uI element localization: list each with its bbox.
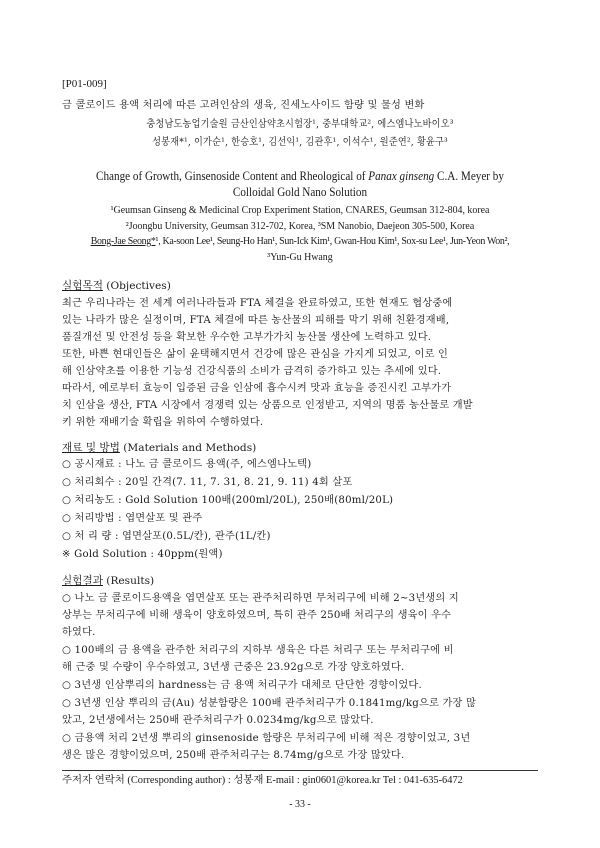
affiliation-english-line-2: ²Joongbu University, Geumsan 312-702, Korea, ³SM Nanobio, Daejeon 305-500, Korea: [125, 220, 475, 232]
footer-rule: [62, 770, 538, 771]
methods-item: ○ 공시재료 : 나노 금 콜로이드 용액(주, 에스엠나노텍): [62, 459, 312, 470]
objectives-line: 또한, 바쁜 현대인들은 삶이 윤택해지면서 건강에 많은 관심을 가지게 되었고, 이로 인: [62, 349, 449, 360]
co-authors: ¹, Ka-soon Lee¹, Seung-Ho Han¹, Sun-Ick Kim¹, Gwan-Hou Kim¹, Sox-su Lee¹, Jun-Yeon Won²,: [155, 235, 510, 247]
first-author: Bong-Jae Seong*: [90, 235, 156, 247]
abstract-code: [P01-009]: [62, 78, 107, 90]
methods-item: ○ 처리방법 : 엽면살포 및 관주: [62, 513, 203, 524]
objectives-line: 있는 나라가 많은 실정이며, FTA 체결에 따른 농산물의 피해를 막기 위해 친환경재배,: [62, 315, 450, 326]
objectives-line: 최근 우리나라는 전 세계 여러나라들과 FTA 체결을 완료하였고, 또한 현재도 협상중에: [62, 298, 453, 309]
objectives-line: 해 인삼약초를 이용한 기능성 건강식품의 소비가 급격히 증가하고 있는 추세에 있다.: [62, 366, 442, 377]
species-name: Panax ginseng: [368, 169, 435, 183]
results-heading-en: (Results): [102, 575, 155, 587]
title-korean: 금 콜로이드 용액 처리에 따른 고려인삼의 생육, 진세노사이드 함량 및 물성 변화: [62, 100, 425, 111]
authors-english-line-1: [30, 234, 570, 248]
results-line: 해 근중 및 수량이 우수하였고, 3년생 근중은 23.92g으로 가장 양호하였다.: [62, 662, 405, 673]
results-heading-kr: 실험결과: [62, 575, 103, 587]
objectives-heading: [62, 279, 171, 293]
objectives-line: 품질개선 및 안전성 등을 확보한 우수한 고부가가치 농산물 생산에 노력하고 있다.: [62, 332, 432, 343]
results-heading: [62, 574, 154, 588]
affiliation-korean: 충청남도농업기술원 금산인삼약초시험장¹, 중부대학교², 에스엠나노바이오³: [146, 119, 454, 130]
authors-english-line-2: ³Yun-Gu Hwang: [267, 251, 333, 263]
results-line: ○ 3년생 인삼 뿌리의 금(Au) 성분함량은 100배 관주처리구가 0.1841mg/kg으로 가장 많: [62, 698, 477, 709]
objectives-heading-kr: 실험목적: [62, 280, 103, 292]
methods-heading-kr: 재료 및 방법: [62, 442, 120, 454]
methods-heading: [62, 441, 256, 455]
methods-item: ○ 처 리 량 : 엽면살포(0.5L/칸), 관주(1L/칸): [62, 531, 271, 542]
page-number: - 33 -: [289, 798, 311, 810]
methods-note: ※ Gold Solution : 40ppm(원액): [62, 549, 223, 560]
results-line: 았고, 2년생에서는 250배 관주처리구가 0.0234mg/kg으로 많았다.: [62, 715, 374, 726]
methods-heading-en: (Materials and Methods): [119, 442, 257, 454]
objectives-line: 치 인삼을 생산, FTA 시장에서 경쟁력 있는 상품으로 인정받고, 지역의 명품 농산물로 개발: [62, 400, 473, 411]
affiliation-english-line-1: ¹Geumsan Ginseng & Medicinal Crop Experiment Station, CNARES, Geumsan 312-804, korea: [110, 204, 490, 216]
authors-korean: 성봉재*¹, 이가순¹, 한승호¹, 김선익¹, 김관후¹, 이석수¹, 원준연², 황윤구³: [152, 137, 448, 148]
objectives-heading-en: (Objectives): [102, 280, 171, 292]
corresponding-author: 주저자 연락처 (Corresponding author) : 성봉재 E-mail : gin0601@korea.kr Tel : 041-635-6472: [62, 775, 463, 786]
objectives-line: 키 위한 재배기술 확립을 위하여 수행하였다.: [62, 417, 264, 428]
results-line: ○ 나노 금 콜로이드용액을 엽면살포 또는 관주처리하면 무처리구에 비해 2∼3년생의 지: [62, 593, 459, 604]
title-english-line-1: Change of Growth, Ginsenoside Content and Rheological of Panax ginseng C.A. Meyer by: [96, 169, 504, 183]
results-line: ○ 3년생 인삼뿌리의 hardness는 금 용액 처리구가 대체로 단단한 경향이었다.: [62, 680, 422, 691]
title-english-line-2: Colloidal Gold Nano Solution: [232, 185, 368, 199]
results-line: 생은 많은 경향이었으며, 250배 관주처리구는 8.74mg/g으로 가장 많았다.: [62, 750, 405, 761]
methods-item: ○ 처리회수 : 20일 간격(7. 11, 7. 31, 8. 21, 9. 11) 4회 살포: [62, 477, 353, 488]
results-line: ○ 100배의 금 용액을 관주한 처리구의 지하부 생육은 다른 처리구 또는 무처리구에 비: [62, 645, 454, 656]
objectives-line: 따라서, 예로부터 효능이 입증된 금을 인삼에 흡수시켜 맛과 효능을 증진시킨 고부가가: [62, 383, 452, 394]
methods-item: ○ 처리농도 : Gold Solution 100배(200ml/20L), 250배(80ml/20L): [62, 495, 394, 506]
results-line: 하였다.: [62, 627, 96, 638]
results-line: 상부는 무처리구에 비해 생육이 양호하였으며, 특히 관주 250배 처리구의 생육이 우수: [62, 610, 452, 621]
results-line: ○ 금용액 처리 2년생 뿌리의 ginsenoside 함량은 무처리구에 비해 적은 경향이었고, 3년: [62, 733, 471, 744]
